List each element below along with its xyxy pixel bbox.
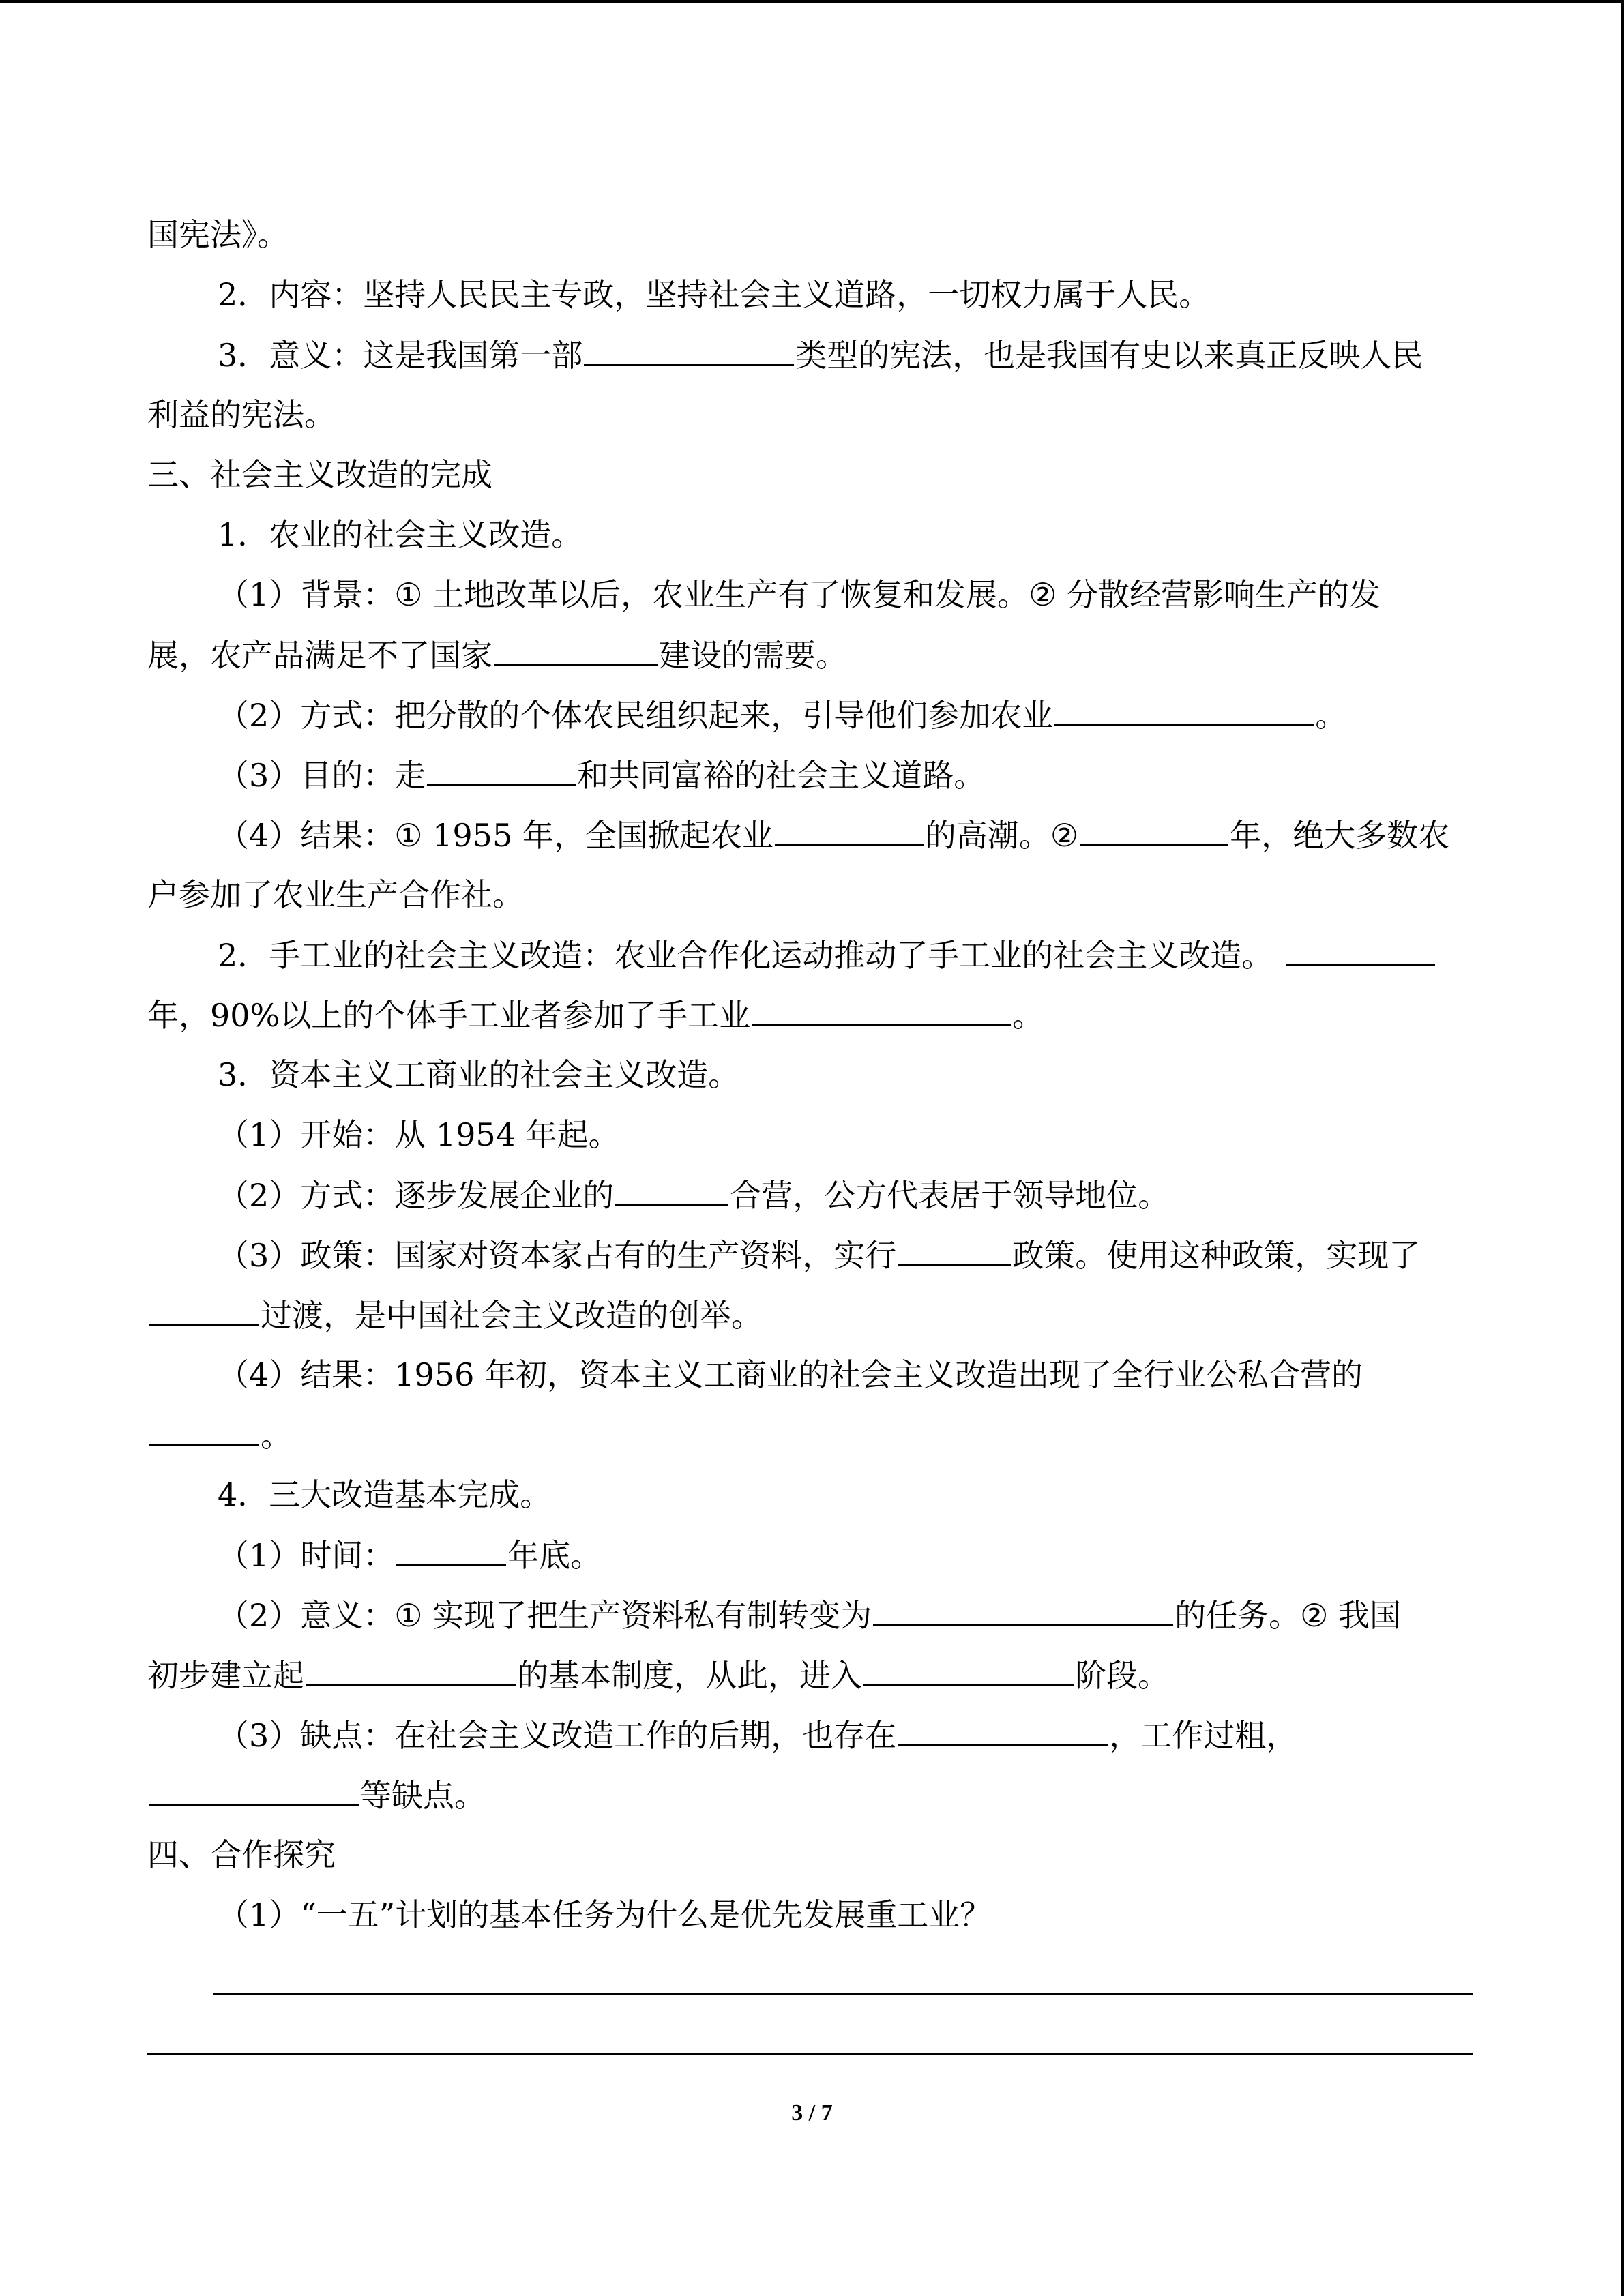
text: （2）方式：逐步发展企业的 [218, 1177, 615, 1214]
fill-blank[interactable] [149, 1405, 259, 1446]
text: 年底。 [507, 1537, 602, 1574]
circled-number: ② [1029, 576, 1057, 613]
fill-blank[interactable] [494, 625, 658, 666]
text-line [147, 1645, 1477, 1705]
text: 的高潮。 [924, 817, 1050, 854]
answer-line[interactable] [147, 2053, 1473, 2055]
text-line [147, 1405, 1477, 1465]
text: 年，90%以上的个体手工业者参加了手工业 [147, 997, 751, 1034]
circled-number: ② [1300, 1597, 1329, 1634]
text: （4）结果： [218, 817, 395, 854]
text-line [147, 1345, 1477, 1405]
text-line [147, 1225, 1477, 1285]
text-line [147, 1525, 1477, 1585]
text: 建设的需要。 [659, 637, 847, 674]
text: 我国 [1328, 1597, 1402, 1634]
text: 土地改革以后，农业生产有了恢复和发展。 [422, 576, 1029, 613]
text: 4．三大改造基本完成。 [218, 1476, 552, 1513]
fill-blank[interactable] [898, 1705, 1108, 1746]
fill-blank[interactable] [775, 805, 924, 846]
text-line [147, 925, 1477, 985]
text: 阶段。 [1075, 1657, 1169, 1694]
section-heading [147, 445, 1477, 505]
fill-blank[interactable] [1286, 925, 1435, 966]
text: 。 [261, 1417, 292, 1454]
text: （1）“一五”计划的基本任务为什么是优先发展重工业？ [218, 1896, 992, 1933]
text: 年，绝大多数农 [1230, 817, 1450, 854]
text: 初步建立起 [147, 1657, 304, 1694]
text-line [147, 685, 1477, 745]
text: 实现了把生产资料私有制转变为 [422, 1597, 872, 1634]
text: 的任务。 [1175, 1597, 1301, 1634]
text-line [147, 625, 1477, 685]
text-line [147, 985, 1477, 1045]
text-line [147, 1465, 1477, 1525]
fill-blank[interactable] [615, 1165, 728, 1206]
text-line [147, 745, 1477, 805]
text: 2．手工业的社会主义改造：农业合作化运动推动了手工业的社会主义改造。 [218, 937, 1273, 974]
text: 三、社会主义改造的完成 [147, 456, 492, 493]
text: （1）时间： [218, 1537, 395, 1574]
text-line [147, 805, 1477, 865]
text: （3）目的：走 [218, 757, 426, 794]
circled-number: ② [1050, 817, 1079, 854]
circled-number: ① [394, 817, 423, 854]
text: 四、合作探究 [147, 1836, 336, 1873]
text-line [147, 1705, 1477, 1765]
text-line [147, 865, 1477, 925]
text: 利益的宪法。 [147, 396, 336, 433]
text-line [147, 205, 1477, 265]
text: 户参加了农业生产合作社。 [147, 876, 524, 913]
fill-blank[interactable] [149, 1765, 359, 1806]
text: 和共同富裕的社会主义道路。 [577, 757, 986, 794]
fill-blank[interactable] [149, 1285, 259, 1326]
text-line [147, 1165, 1477, 1225]
circled-number: ① [394, 576, 423, 613]
page-border [1621, 0, 1624, 2296]
fill-blank[interactable] [1080, 805, 1228, 846]
text: 分散经营影响生产的发 [1057, 576, 1381, 613]
text: （4）结果：1956 年初，资本主义工商业的社会主义改造出现了全行业公私合营的 [218, 1356, 1363, 1393]
text-line [147, 1045, 1477, 1105]
fill-blank[interactable] [427, 745, 576, 786]
text: 合营，公方代表居于领导地位。 [730, 1177, 1170, 1214]
text: 类型的宪法，也是我国有史以来真正反映人民 [795, 337, 1423, 374]
fill-blank[interactable] [306, 1645, 516, 1686]
text: （1）背景： [218, 576, 395, 613]
text-line [147, 565, 1477, 625]
text: 展，农产品满足不了国家 [147, 637, 492, 674]
circled-number: ① [394, 1597, 423, 1634]
text: （1）开始：从 1954 年起。 [218, 1116, 620, 1153]
fill-blank[interactable] [898, 1225, 1011, 1266]
page-number: 3 / 7 [791, 2100, 833, 2126]
text: 的基本制度，从此，进入 [517, 1657, 862, 1694]
text-line [147, 385, 1477, 445]
section-heading [147, 1825, 1477, 1885]
text: 国宪法》。 [147, 216, 289, 253]
text: （3）政策：国家对资本家占有的生产资料，实行 [218, 1237, 897, 1274]
text-line [147, 505, 1477, 565]
text: ，工作过粗， [1109, 1717, 1298, 1754]
text-line [147, 1585, 1477, 1645]
text: （3）缺点：在社会主义改造工作的后期，也存在 [218, 1717, 897, 1754]
text-line [147, 1765, 1477, 1825]
text: 3．意义：这是我国第一部 [218, 337, 583, 374]
fill-blank[interactable] [752, 985, 1011, 1026]
text-line [147, 265, 1477, 325]
fill-blank[interactable] [1054, 685, 1314, 726]
text-line [147, 1105, 1477, 1165]
answer-line[interactable] [213, 1993, 1473, 1995]
fill-blank[interactable] [396, 1525, 506, 1566]
fill-blank[interactable] [873, 1585, 1173, 1626]
text: 等缺点。 [360, 1777, 486, 1814]
text: 。 [1012, 997, 1044, 1034]
text: 1．农业的社会主义改造。 [218, 516, 583, 553]
page-border [0, 0, 1624, 3]
text: （2）意义： [218, 1597, 395, 1634]
text-line [147, 325, 1477, 385]
text: 1955 年，全国掀起农业 [422, 817, 773, 854]
text-line [147, 1285, 1477, 1345]
text: 2．内容：坚持人民民主专政，坚持社会主义道路，一切权力属于人民。 [218, 276, 1211, 313]
fill-blank[interactable] [584, 325, 794, 366]
text: 政策。使用这种政策，实现了 [1012, 1237, 1421, 1274]
document-body [147, 205, 1477, 1945]
fill-blank[interactable] [863, 1645, 1074, 1686]
question-line [147, 1885, 1477, 1945]
text: （2）方式：把分散的个体农民组织起来，引导他们参加农业 [218, 697, 1054, 734]
text: 。 [1315, 697, 1347, 734]
text: 过渡，是中国社会主义改造的创举。 [261, 1297, 763, 1334]
text: 3．资本主义工商业的社会主义改造。 [218, 1056, 740, 1093]
